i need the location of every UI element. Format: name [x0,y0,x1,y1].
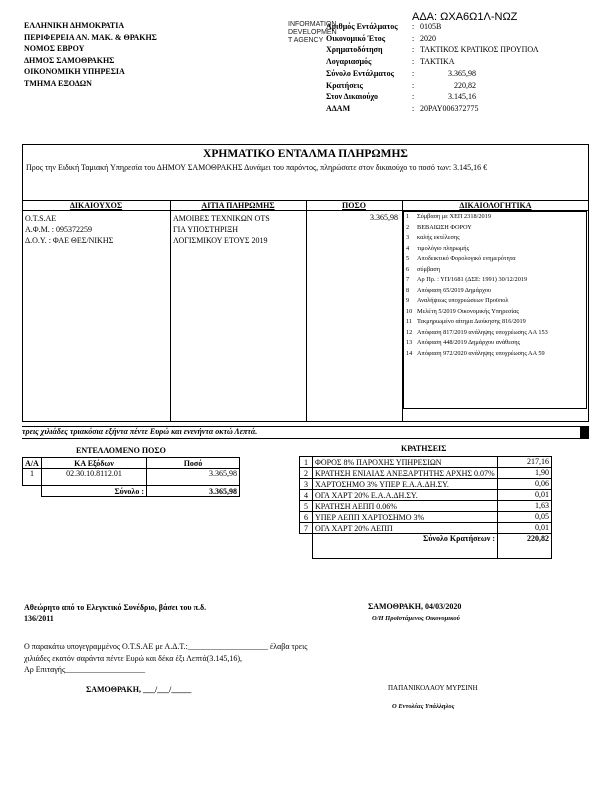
document-item: 11 Τεκμηριωμένο αίτημα Διοίκησης 816/2019 [406,318,526,325]
entalmeno-header: Α/Α [23,458,42,469]
issuer-line: ΔΗΜΟΣ ΣΑΜΟΘΡΑΚΗΣ [24,55,115,65]
info-label: Κρατήσεις [326,80,363,90]
entalmeno-title: ΕΝΤΕΛΛΟΜΕΝΟ ΠΟΣΟ [76,446,166,455]
receipt-place-date: ΣΑΜΟΘΡΑΚΗ, ___/___/_____ [86,685,192,694]
kratiseis-title: ΚΡΑΤΗΣΕΙΣ [401,444,447,453]
page-title: ΧΡΗΜΑΤΙΚΟ ΕΝΤΑΛΜΑ ΠΛΗΡΩΜΗΣ [203,148,408,160]
document-item: 12 Απόφαση 817/2019 ανάληψης υποχρέωσης ΑΑ 153 [406,328,548,336]
entalmeno-header: Ποσό [147,458,240,469]
signer-name: ΠΑΠΑΝΙΚΟΛΑΟΥ ΜΥΡΣΙΝΗ [388,684,478,692]
document-item: 6 σύμβαση [406,265,441,273]
ada-code: ΑΔΑ: ΩΧΑ6Ω1Λ-ΝΩΖ [412,11,518,23]
info-label: Στον Δικαιούχο [326,92,378,102]
signer-title: Ο Εντολέας Υπάλληλος [392,703,455,710]
document-item: 14 Απόφαση 972/2020 ανάληψης υποχρέωσης ΑΑ 59 [406,349,545,357]
info-label: Σύνολο Εντάλματος [326,68,394,78]
issuer-line: ΟΙΚΟΝΟΜΙΚΗ ΥΠΗΡΕΣΙΑ [24,67,125,76]
approval-text: Αθεώρητο από το Ελεγκτικό Συνέδριο, βάσει του π.δ. 136/2011 [24,603,207,623]
info-value: 20PAY006372775 [420,103,479,113]
col-beneficiary: ΔΙΚΑΙΟΥΧΟΣ [69,201,123,210]
info-value: 220,82 [454,80,476,90]
issuer-line: ΤΜΗΜΑ ΕΞΟΔΩΝ [24,78,92,88]
info-label: ΑΔΑΜ [326,103,351,113]
issuer-line: ΕΛΛΗΝΙΚΗ ΔΗΜΟΚΡΑΤΙΑ [24,21,125,30]
document-item: 10 Μελέτη 5/2019 Οικονομικής Υπηρεσίας [406,307,519,315]
place-date: ΣΑΜΟΘΡΑΚΗ, 04/03/2020 [368,602,462,611]
intro-text: Προς την Ειδική Ταμιακή Υπηρεσία του ΔΗΜΟΥ ΣΑΜΟΘΡΑΚΗΣ Δυνάμει του παρόντος, πληρώσατε στον δικαιούχο το ποσό των: 3.145,16 € [26,163,488,172]
col-docs: ΔΙΚΑΙΟΛΟΓΗΤΙΚΑ [459,201,532,210]
beneficiary-name: Ο.Τ.S.AE [25,214,57,223]
document-item: 8 Απόφαση 65/2019 Δημάρχου [406,286,492,294]
table-row: 6 ΥΠΕΡ ΑΕΠΠ ΧΑΡΤΟΣΗΜΟ 3% 0,05 [300,512,552,523]
table-row: 7 ΟΓΑ ΧΑΡΤ 20% ΑΕΠΠ 0,01 [300,523,552,534]
issuer-block [24,20,157,89]
info-value: 0105Β [420,22,442,31]
issuer-line: ΝΟΜΟΣ ΕΒΡΟΥ [24,44,85,53]
info-value: 2020 [420,33,436,43]
info-label: Χρηματοδότηση [326,45,383,55]
info-value: 3.145,16 [448,92,476,102]
info-label: Λογαριασμός [326,57,372,67]
document-item: 13 Απόφαση 448/2019 Δημάρχου ανάθεσης [406,339,521,346]
table-row: 2 ΚΡΑΤΗΣΗ ΕΝΙΑΙΑΣ ΑΝΕΞΑΡΤΗΤΗΣ ΑΡΧΗΣ 0.07% 1,90 [300,468,552,479]
info-label: Οικονομικό Έτος [326,33,386,43]
beneficiary-afm: Α.Φ.Μ. : 095372259 [25,225,92,234]
document-item: 4 τιμολόγιο πληρωμής [406,244,470,252]
amount-in-words: τρεις χιλιάδες τριακόσια εξήντα πέντε Ευρώ και ενενήντα οκτώ Λεπτά. [22,427,258,436]
table-row: 1 [23,469,42,486]
info-label: Αριθμός Εντάλματος [326,22,398,31]
beneficiary-block [25,213,113,246]
info-value: ΤΑΚΤΙΚΑ [420,57,455,67]
entalmeno-total-label: Σύνολο : [42,486,147,497]
entalmeno-total: 3.365,98 [147,486,240,497]
table-row: 3 ΧΑΡΤΟΣΗΜΟ 3% ΥΠΕΡ Ε.Α.Α.ΔΗ.ΣΥ. 0,06 [300,479,552,490]
amount-value: 3.365,98 [370,213,398,222]
beneficiary-doy: Δ.Ο.Υ. : ΦΑΕ ΘΕΣ/ΝΙΚΗΣ [25,236,114,245]
receipt-text: Ο παρακάτω υπογεγραμμένος Ο.Τ.S.AE με Α.Δ.Τ.:____________________ έλαβα τρεις χιλιάδες εκατόν σαράντα πέντε Ευρώ και δέκα έξι Λεπτά(3.145,16), Αρ Επιταγής____________________ [24,642,308,674]
signer-role-top: Ο/Η Προϊστάμενος Οικονομικού [372,615,460,622]
document-item: 7 Αρ Πρ. : ΥΠ/1681 (ΔΣΕ: 1991) 30/12/2019 [406,276,528,283]
agency-watermark: INFORMATION DEVELOPMEN T AGENCY [288,21,337,44]
reason-block: ΑΜΟΙΒΕΣ ΤΕΧΝΙΚΩΝ ΟΤS ΓΙΑ ΥΠΟΣΤΗΡΙΞΗ ΛΟΓΙΣΜΙΚΟΥ ΕΤΟΥΣ 2019 [173,214,270,245]
entalmeno-table: Α/Α ΚΑ Εξόδων Ποσό 1 02.30.10.8112.01 3.365,98 Σύνολο : 3.365,98 [22,457,240,497]
document-item: 5 Αποδεικτικό Φορολογικό ενημερότητα [406,255,516,262]
issuer-line: ΠΕΡΙΦΕΡΕΙΑ ΑΝ. ΜΑΚ. & ΘΡΑΚΗΣ [24,32,157,42]
table-row: 5 ΚΡΑΤΗΣΗ ΑΕΠΠ 0.06% 1,63 [300,501,552,512]
info-block: Αριθμός Εντάλματος : 0105Β Οικονομικό Έτος : 2020 Χρηματοδότηση : ΤΑΚΤΙΚΟΣ ΚΡΑΤΙΚΟΣ ΠΡΟΥΠΟΛ Λογαριασμός : ΤΑΚΤΙΚΑ Σύνολο Εντάλματος : 3.365,98 Κρατήσεις : 220,82 Στον Δικαιούχο : 3.145,16 ΑΔΑΜ : 20PAY006372775 [326,22,539,113]
document-item: 9 Αναλήψεως υποχρεώσεων Προϋπολ [406,297,509,304]
kratiseis-table [299,456,552,559]
col-reason: ΑΙΤΙΑ ΠΛΗΡΩΜΗΣ [201,201,275,210]
kratiseis-total-row: Σύνολο Κρατήσεων : 220,82 [300,534,552,559]
col-amount: ΠΟΣΟ [342,201,366,210]
documents-list [406,213,584,360]
info-value: ΤΑΚΤΙΚΟΣ ΚΡΑΤΙΚΟΣ ΠΡΟΥΠΟΛ [420,45,539,55]
document-item: 3 καλής εκτέλεσης [406,234,460,241]
entalmeno-header: ΚΑ Εξόδων [42,458,147,469]
document-item: 1 Σύμβαση με ΧΕΠ 2318/2019 [406,213,491,220]
table-row: 4 ΟΓΑ ΧΑΡΤ 20% Ε.Α.Α.ΔΗ.ΣΥ. 0,01 [300,490,552,501]
table-row: 1 ΦΟΡΟΣ 8% ΠΑΡΟΧΗΣ ΥΠΗΡΕΣΙΩΝ 217,16 [300,457,552,468]
document-item: 2 ΒΕΒΑΙΩΣΗ ΦΟΡΟΥ [406,223,472,231]
info-value: 3.365,98 [448,68,476,78]
